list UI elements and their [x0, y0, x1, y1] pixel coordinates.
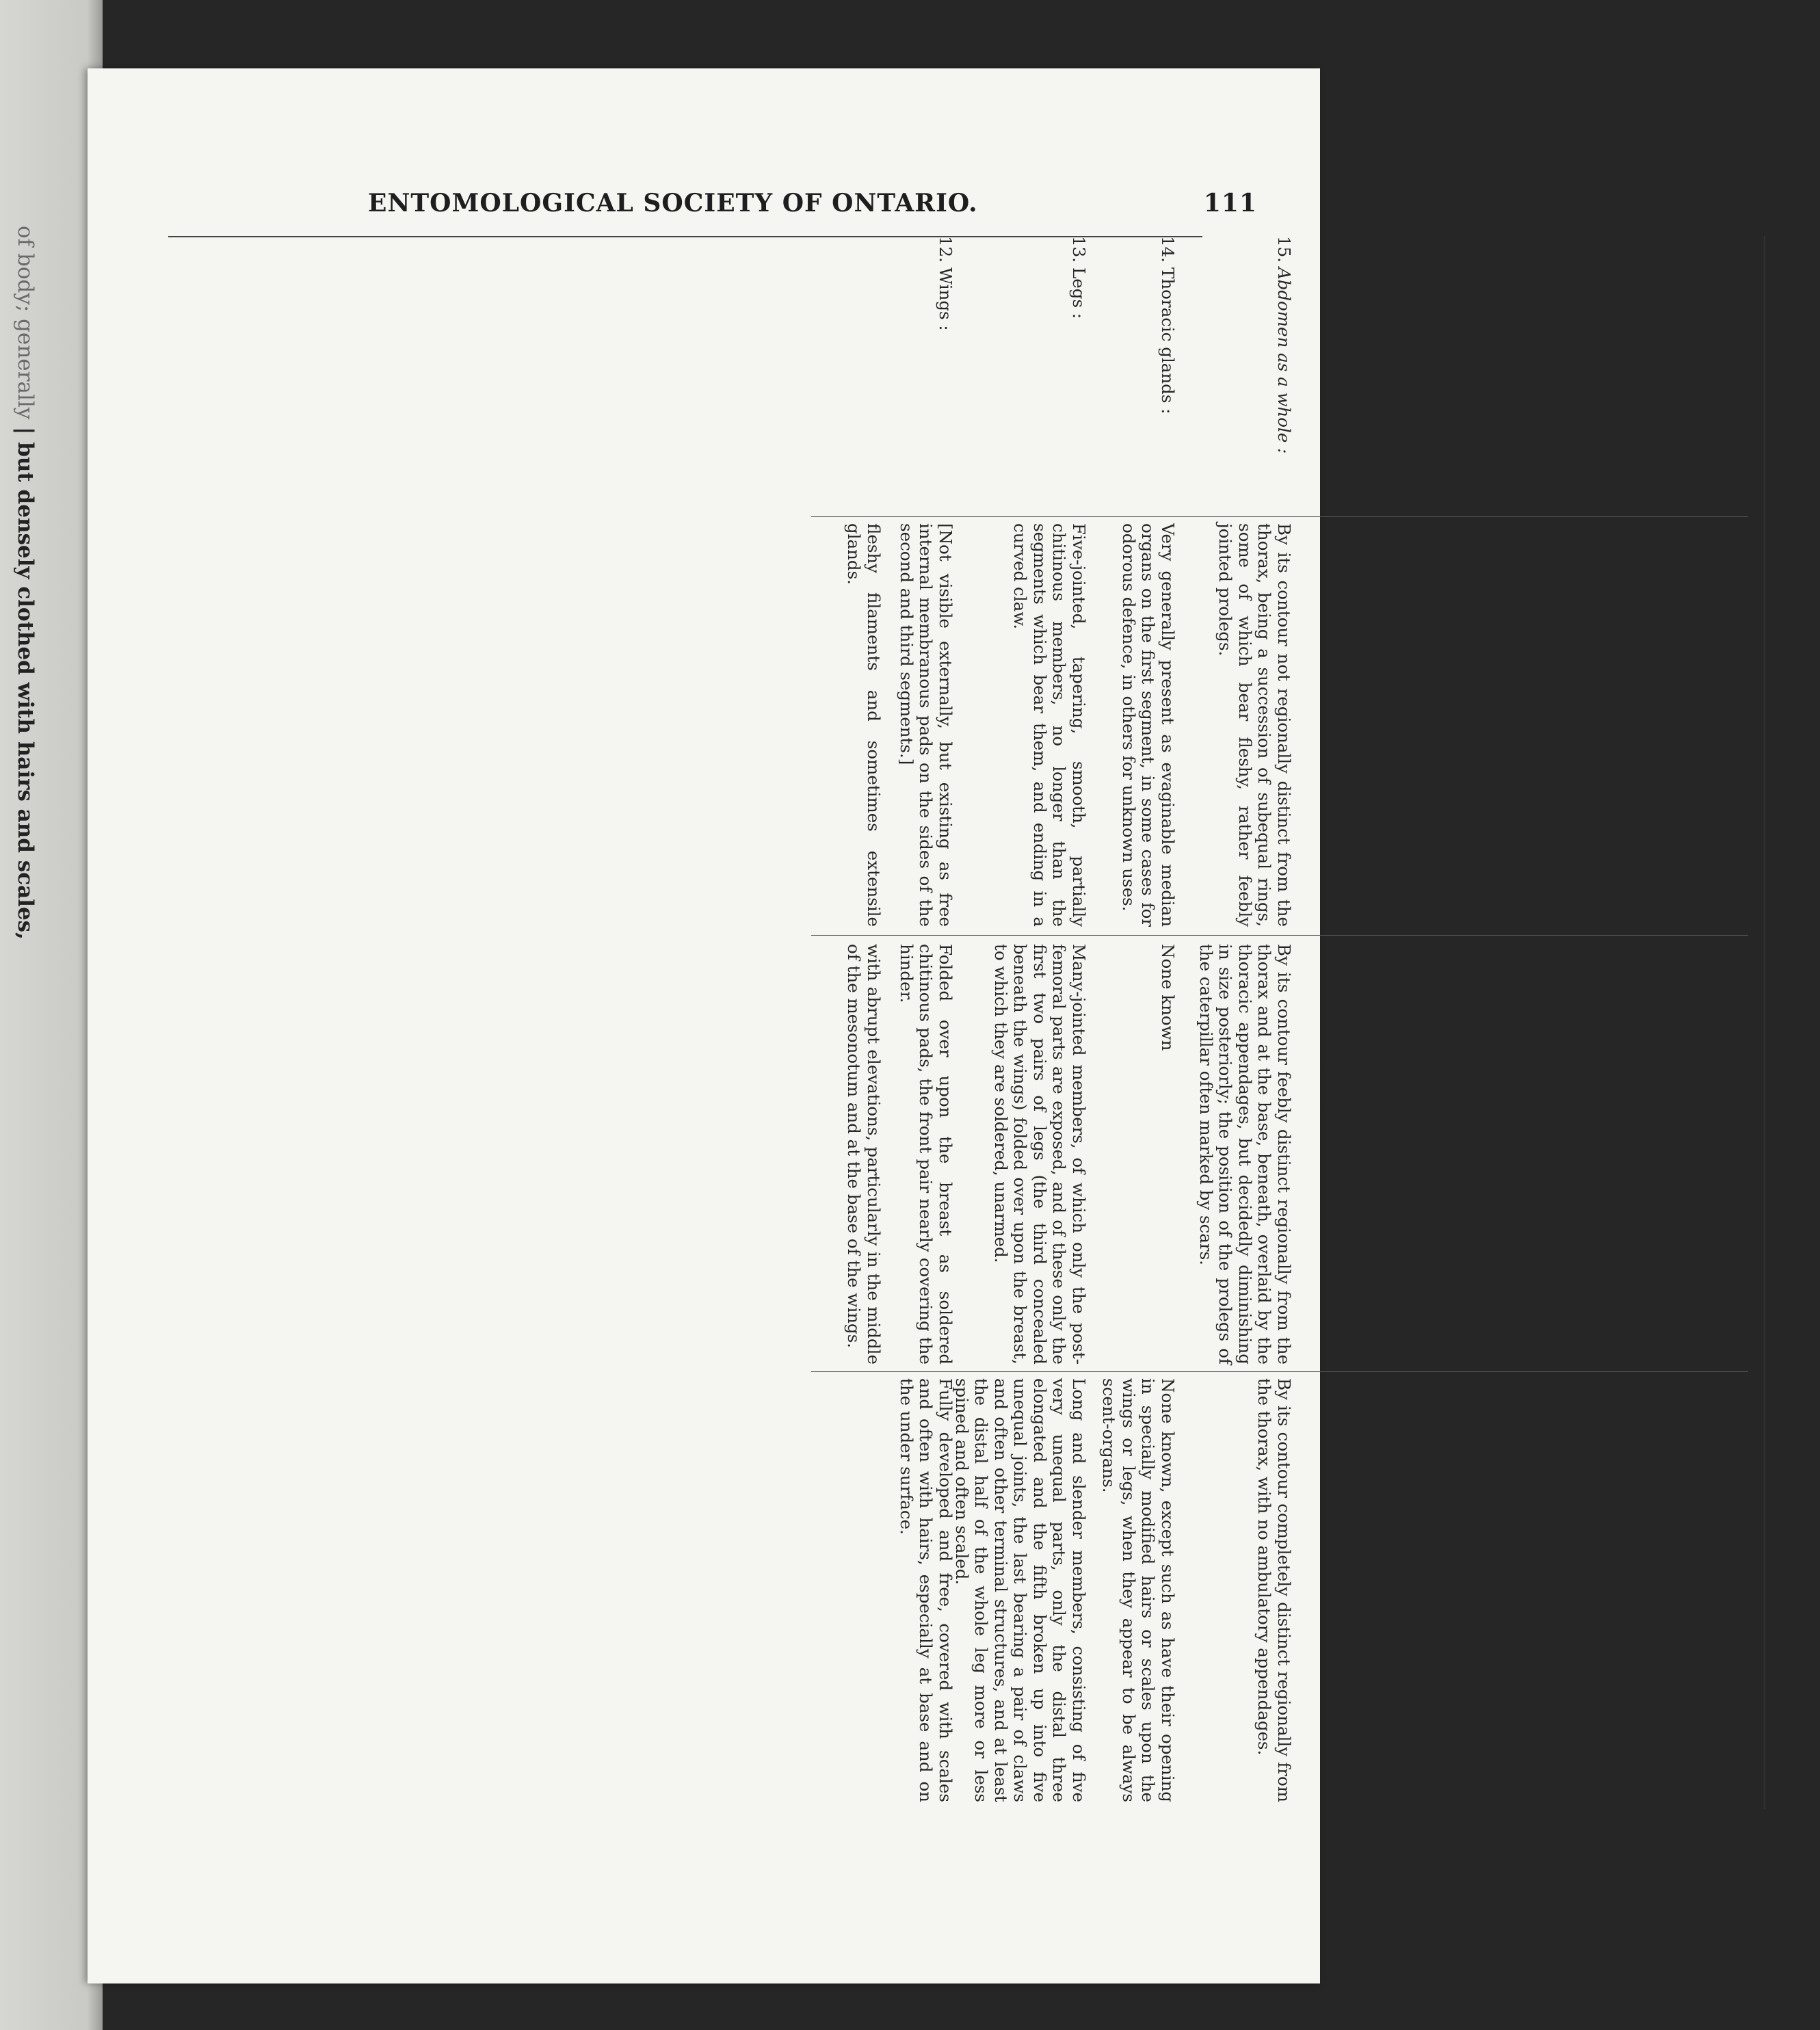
chrysalis-cell: As in the caterpillar, excepting on the eighth segment, where the spiracles have disappeared.: [1590, 944, 1629, 1365]
table-row-13: [952, 236, 1089, 1809]
chrysalis-cell: By its contour feebly distinct regionally from the thorax and at the base, beneath, overlaid by the thoracic appendages, but decidedly diminishing in size posteriorly; the position of the prolegs of the caterpillar often marked by scars.: [1196, 944, 1294, 1365]
chrysalis-cell: None known: [1158, 944, 1178, 1051]
imago-cell: By its contour completely distinct regionally from the thorax, with no ambulatory appendages.: [1254, 1378, 1294, 1802]
rotated-table-block: [786, 236, 1820, 1830]
table-row-17: [1406, 236, 1523, 1809]
imago-cell: Fully developed and free, covered with scales and often with hairs, especially at base and on the under surface.: [897, 1378, 955, 1802]
footnote-dagger: † The chrysalis of one of the Heliconians is known to attract the attention of the mature oppo-: [1798, 927, 1819, 1808]
row-label-text: The terminal segments :: [1503, 267, 1523, 475]
row-number: 15.: [1274, 236, 1294, 263]
table-row-19: [1632, 236, 1748, 1809]
caterpillar-cell: Besides an anal pair of prolegs, the upper portion of the terminal segment forms an anal plate of different form from the other segments.: [1445, 523, 1523, 927]
row-label: [1609, 236, 1629, 510]
caterpillar-cell: Very generally present as evaginable median organs on the first segment, in some cases for odorous defence, in others for unknown uses.: [1119, 523, 1178, 927]
row-number: 13.: [1069, 236, 1089, 263]
imago-cell: These segments are developed in the female into specially formed parts serving as ovipositor and vaginal vestibule; and in the male bear clasping organs both median and lateral of great diversity of form and armature, the latter often very complex.: [1406, 1378, 1523, 1802]
table-row-18: [1529, 236, 1628, 1809]
table-row-12: [890, 236, 955, 1809]
imago-cell: Long and slender members, consisting of five very unequal parts, only the distal three elongated and the fifth broken up into five unequal joints, the last bearing a pair of claws and often other terminal structures, and at least the distal half of the whole leg more or less spined and often scaled.: [952, 1378, 1089, 1802]
row-label-text: Abdominal glands :: [1729, 267, 1749, 432]
imago-cell: Present occasionally, especially on the last two segments, generally as evaginable and odorous organs; but apparently in no case as developments of those found in the larval stage, abdominal scent organs rarely or never occurring in the same insect in two stages.: [1631, 1378, 1749, 1802]
row-label: [1729, 236, 1749, 510]
column-rule-imago: [811, 1371, 1748, 1372]
column-rule-chrysalis: [811, 935, 1748, 936]
caterpillar-cell: Often situated on some of the segments of the terminal half of the abdomen, either as median or paired organs, and subserving different uses, such as honey secreting or warning organs, or scent emitters.: [1651, 523, 1749, 927]
caterpillar-cell: Situated one pair to a segment on the sides of the first to the eighth segments, the last pair sometimes placed at a higher level than the others.: [1551, 523, 1629, 927]
caterpillar-cell: Five-jointed, tapering, smooth, partially chitinous members, no longer than the segments which bear them, and ending in a curved claw.: [1010, 523, 1089, 927]
row-label-text: Spiracles of abdomen :: [1609, 267, 1629, 462]
running-head-title: ENTOMOLOGICAL SOCIETY OF ONTARIO.: [368, 189, 978, 218]
table-row-continuation: [815, 236, 883, 1809]
row-number: 12.: [936, 236, 955, 263]
row-label: [1069, 236, 1089, 510]
row-label: [1503, 236, 1523, 510]
book-page: [88, 68, 1819, 1983]
caterpillar-cell: By its contour not regionally distinct from the thorax, being a succession of subequal rings, some of which bear fleshy, rather feebly jointed prolegs.: [1215, 523, 1294, 927]
row-label: [1158, 236, 1178, 510]
table-row-15: [1184, 236, 1293, 1809]
row-number: 18.: [1609, 236, 1629, 263]
chrysalis-cell: with abrupt elevations, particularly in the middle of the mesonotum and at the base of the wings.: [844, 944, 884, 1365]
footnote-star-cont: site sex, but only shortly before the appearance of the imago, when any: [1776, 243, 1797, 915]
page-number: 111: [1203, 189, 1257, 218]
row-label: [1274, 236, 1294, 510]
row-label: [936, 236, 955, 510]
footnote-line-2: [1774, 243, 1797, 1830]
footnote-rule: [1764, 236, 1765, 1809]
table-row-16: [1300, 236, 1403, 1809]
imago-cell: Smooth and even, without elevations, densely clothed with scales.: [1364, 1378, 1403, 1802]
caterpillar-cell: fleshy filaments and sometimes extensile glands.: [844, 523, 884, 927]
chrysalis-cell: Folded over upon the breast as soldered chitinous pads, the front pair nearly covering the hinder.: [897, 944, 955, 1365]
caterpillar-cell: [Not visible externally, but existing as free internal membranous pads on the sides of the second and third segments.]: [897, 523, 955, 927]
row-number: 16.: [1384, 236, 1403, 263]
caterpillar-cell: Similar to that of the thorax in the same stage.: [1384, 523, 1403, 922]
imago-cell: As in the chrysalis.: [1609, 1378, 1629, 1540]
row-label-text: Abdomen as a whole :: [1274, 267, 1294, 454]
footnote-line-1: [1797, 243, 1820, 1808]
row-label-text: Thoracic glands :: [1158, 267, 1178, 414]
column-rule-caterpillar: [811, 516, 1748, 517]
chrysalis-cell: Many-jointed members, of which only the post-femoral parts are exposed, and of these only the first two pairs of legs (the third concealed beneath the wings) folded over upon the breast, to which they are soldered, unarmed.: [991, 944, 1089, 1365]
footnote-dagger-cont: attracting odors must arise from glands, strictly imaginal, the odors piercing the chrysalis shell.: [1776, 927, 1797, 1830]
previous-page-text-bold: but densely clothed with hairs and scales,: [13, 442, 38, 940]
footnotes: [1772, 236, 1820, 1830]
previous-page-text-light: of body; generally: [13, 226, 38, 420]
row-label-text: Wings :: [936, 267, 955, 331]
previous-page-text: of body; generally | but densely clothed with hairs and scales,: [13, 226, 38, 940]
running-head: [368, 183, 1257, 224]
chrysalis-cell: Similar to that of the thorax in the same stage, but less frequently with special elevations, though these are sometimes very marked and most commonly longitudinally disposed.: [1325, 944, 1403, 1365]
row-label-text: Legs :: [1069, 267, 1089, 319]
row-number: 19.: [1729, 236, 1749, 263]
row-label: [1384, 236, 1403, 510]
table-row-14: [1095, 236, 1177, 1809]
chrysalis-cell: None are known. †: [1729, 944, 1749, 1103]
row-number: 17.: [1503, 236, 1523, 263]
row-label-text: Its surface and clothing :: [1384, 267, 1403, 480]
chrysalis-cell: Developed as a specially constructed cremaster, usually armed with hooks for the suspension of the chrysalis.: [1464, 944, 1523, 1365]
row-number: 14.: [1158, 236, 1178, 263]
footnote-star: * See Kellogg's recent discussion in the Kans. Univ. quart., ii. 55.: [1798, 243, 1819, 852]
imago-cell: None known, except such as have their opening in specially modified hairs or scales upon the wings or legs, when they appear to be always scent-organs.: [1099, 1378, 1178, 1802]
